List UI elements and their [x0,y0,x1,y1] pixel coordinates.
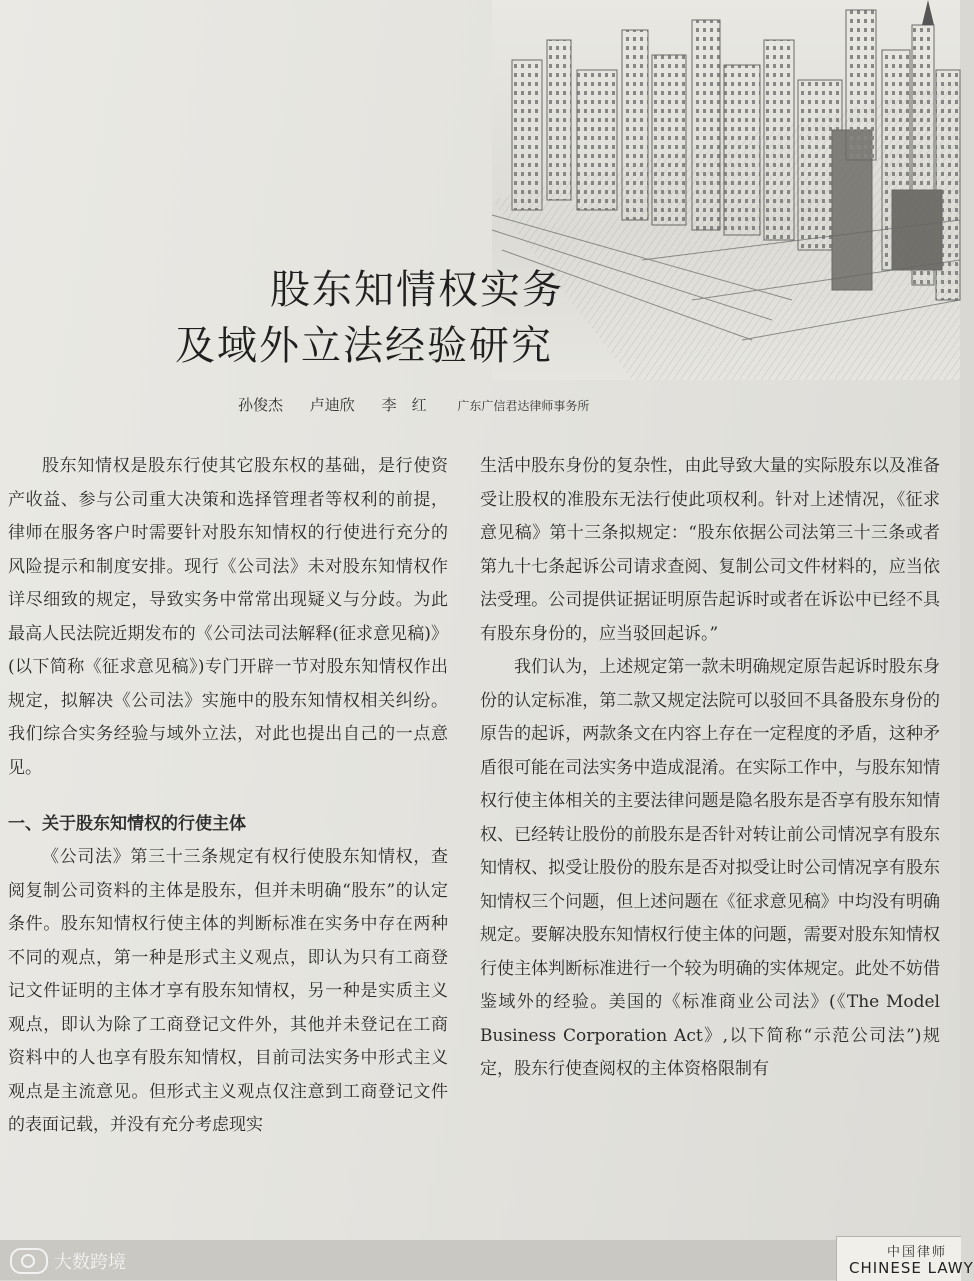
watermark [10,1248,126,1274]
masthead-english: CHINESE LAWY [849,1259,974,1277]
author-name: 李 红 [381,396,427,414]
right-column [480,450,940,1087]
section-heading: 一、关于股东知情权的行使主体 [8,814,246,834]
author-name: 孙俊杰 [238,396,284,414]
footer-strip [0,1240,960,1280]
left-column [8,450,448,1143]
section-paragraph: 《公司法》第三十三条规定有权行使股东知情权，查阅复制公司资料的主体是股东，但并未明确“股东”的认定条件。股东知情权行使主体的判断标准在实务中存在两种不同的观点，第一种是形式主义观点，即认为只有工商登记文件证明的主体才享有股东知情权，另一种是实质主义观点，即认为除了工商登记文件外，其他并未登记在工商资料中的人也享有股东知情权，目前司法实务中形式主义观点是主流意见。但形式主义观点仅注意到工商登记文件的表面记载，并没有充分考虑现实 [8,847,448,1135]
title-line-2: 及域外立法经验研究 [175,323,553,369]
magazine-masthead [836,1236,974,1281]
author-name: 卢迪欣 [309,396,355,414]
body-paragraph: 生活中股东身份的复杂性，由此导致大量的实际股东以及准备受让股权的准股东无法行使此项权利。针对上述情况，《征求意见稿》第十三条拟规定：“股东依据公司法第三十三条或者第九十七条起诉公司请求查阅、复制公司文件材料的，应当依法受理。公司提供证据证明原告起诉时或者在诉讼中已经不具有股东身份的，应当驳回起诉。” [480,456,940,644]
article-title [175,262,615,374]
title-line-1: 股东知情权实务 [270,267,564,313]
intro-paragraph: 股东知情权是股东行使其它股东权的基础，是行使资产收益、参与公司重大决策和选择管理者等权利的前提，律师在服务客户时需要针对股东知情权的行使进行充分的风险提示和制度安排。现行《公司法》未对股东知情权作详尽细致的规定，导致实务中常常出现疑义与分歧。为此最高人民法院近期发布的《公司法司法解释(征求意见稿)》(以下简称《征求意见稿》)专门开辟一节对股东知情权作出规定，拟解决《公司法》实施中的股东知情权相关纠纷。我们综合实务经验与域外立法，对此也提出自己的一点意见。 [8,456,448,778]
law-firm-name: 广东广信君达律师事务所 [457,399,590,413]
masthead-chinese: 中国律师 [886,1245,947,1260]
watermark-logo-icon [10,1248,48,1274]
body-paragraph: 我们认为，上述规定第一款未明确规定原告起诉时股东身份的认定标准，第二款又规定法院可以驳回不具备股东身份的原告的起诉，两款条文在内容上存在一定程度的矛盾，这种矛盾很可能在司法实务中造成混淆。在实际工作中，与股东知情权行使主体相关的主要法律问题是隐名股东是否享有股东知情权、已经转让股份的前股东是否针对转让前公司情况享有股东知情权、拟受让股份的股东是否对拟受让时公司情况享有股东知情权三个问题，但上述问题在《征求意见稿》中均没有明确规定。要解决股东知情权行使主体的问题，需要对股东知情权行使主体判断标准进行一个较为明确的实体规定。此处不妨借鉴域外的经验。美国的《标准商业公司法》(《The Model Business Corporation Act》,以下简称“示范公司法”)规定，股东行使查阅权的主体资格限制有 [480,657,940,1079]
byline [238,394,589,415]
watermark-text: 大数跨境 [54,1252,126,1273]
